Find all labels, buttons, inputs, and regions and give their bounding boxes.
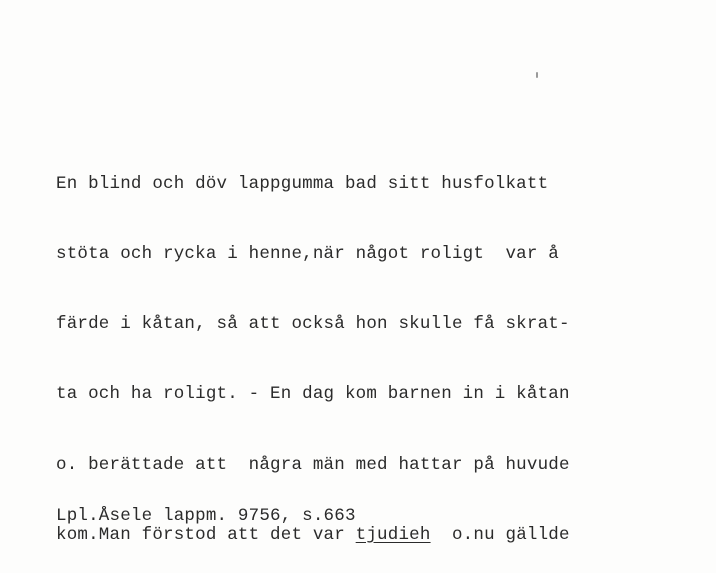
- story-line: färde i kåtan, så att också hon skulle få skrat-: [56, 314, 570, 335]
- story-line: En blind och döv lappgumma bad sitt husfolkatt: [56, 173, 549, 194]
- underlined-word: tjudieh: [355, 524, 431, 545]
- ink-smudge: [536, 72, 538, 78]
- story-line: ta och ha roligt. - En dag kom barnen in i kåtan: [56, 384, 570, 405]
- story-line: o. berättade att några män med hattar på huvude: [56, 454, 570, 475]
- story-line: stöta och rycka i henne,när något roligt var å: [56, 244, 559, 265]
- reference-block: [56, 449, 356, 573]
- story-line-end: o.nu gällde: [430, 524, 570, 545]
- archive-reference: Lpl.Åsele lappm. 9756, s.663: [56, 506, 356, 526]
- story-line-start: kom.Man förstod att det var: [56, 524, 356, 545]
